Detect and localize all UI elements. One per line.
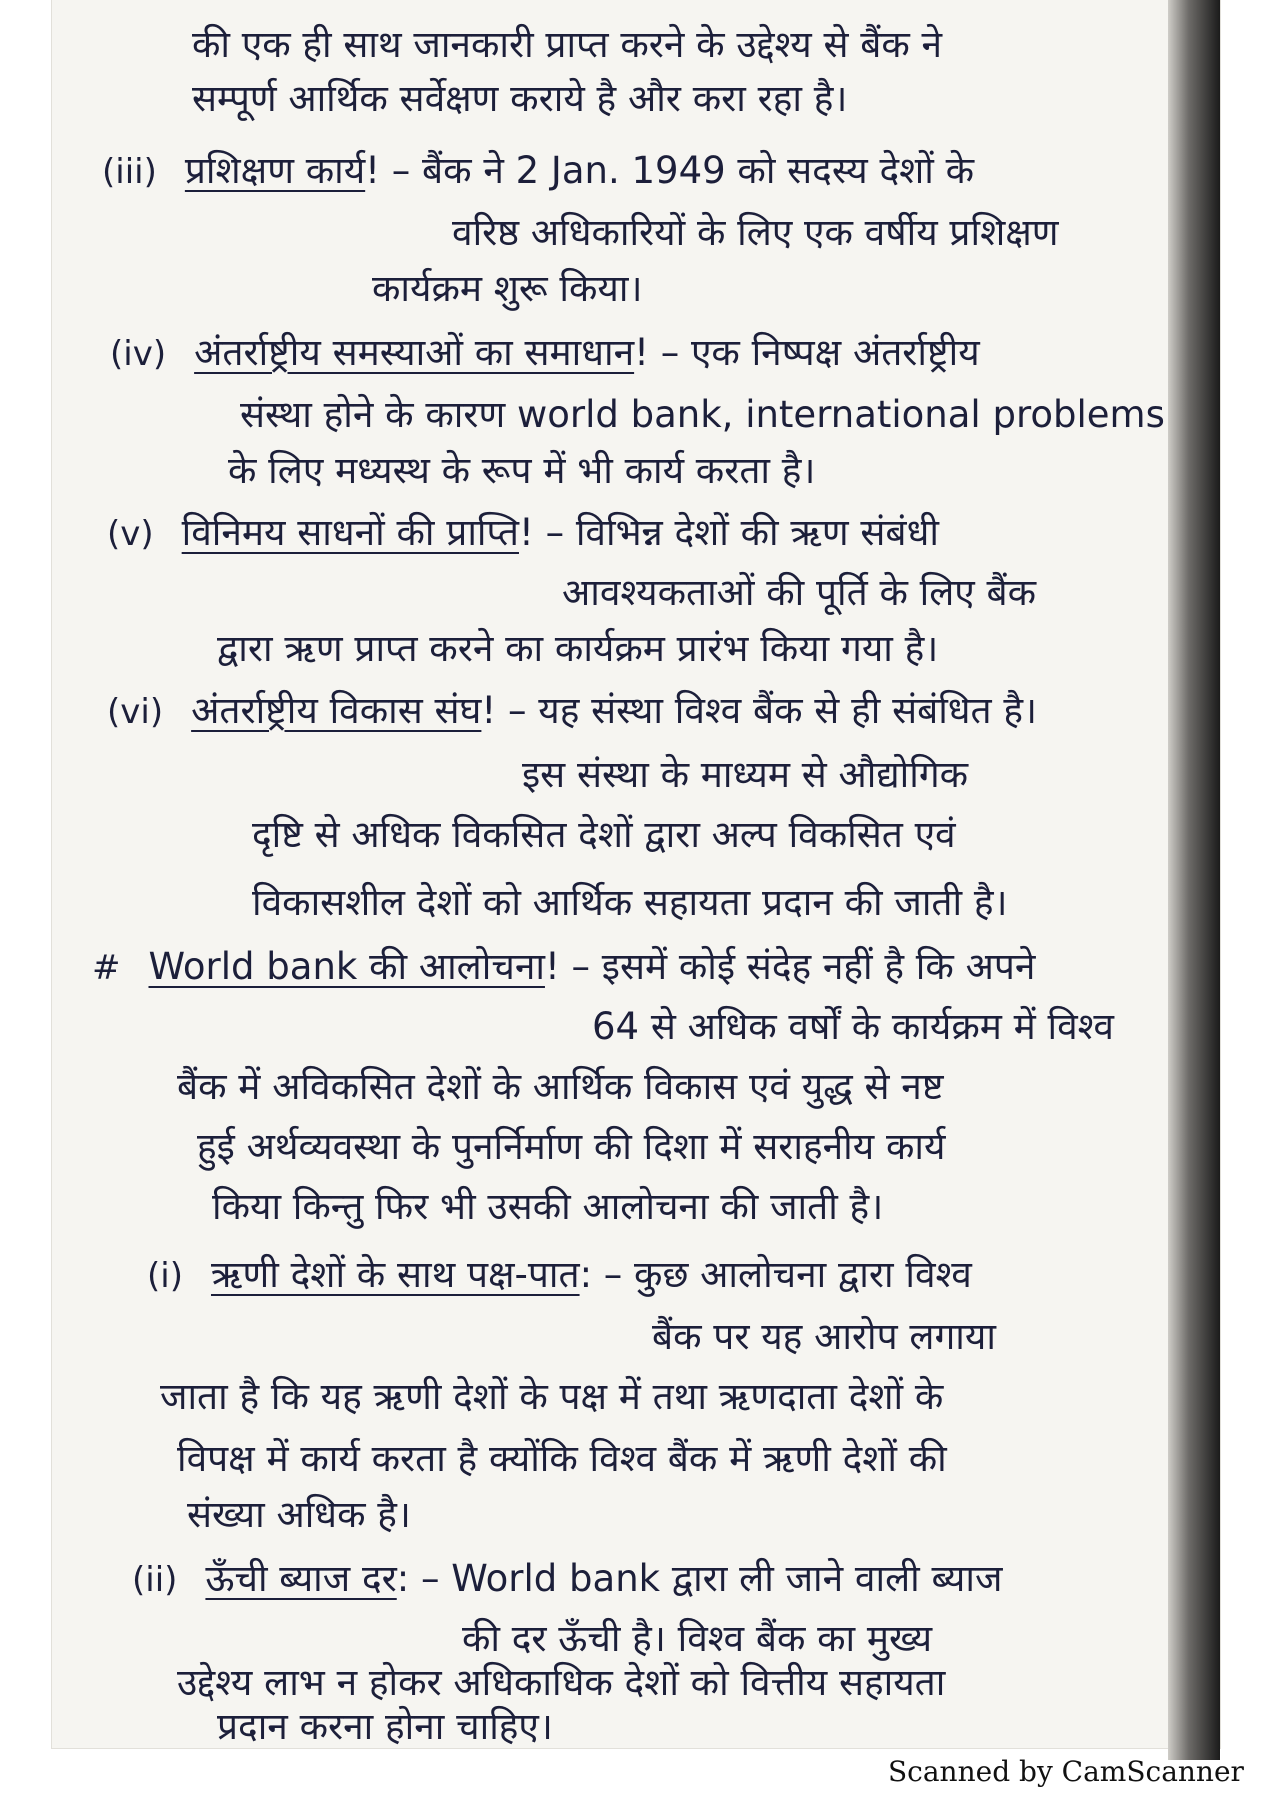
- heading-development-association: [107, 688, 1037, 735]
- text-line: कार्यक्रम शुरू किया।: [372, 267, 643, 310]
- text-line: बैंक में अविकसित देशों के आर्थिक विकास एवं युद्ध से नष्ट: [177, 1065, 944, 1108]
- text-line: सम्पूर्ण आर्थिक सर्वेक्षण कराये है और करा रहा है।: [192, 77, 848, 120]
- text-line: वरिष्ठ अधिकारियों के लिए एक वर्षीय प्रशिक्षण: [452, 211, 1059, 254]
- heading-title: अंतर्राष्ट्रीय समस्याओं का समाधान: [194, 331, 635, 374]
- text-line: किया किन्तु फिर भी उसकी आलोचना की जाती है।: [212, 1185, 884, 1228]
- text-line: विपक्ष में कार्य करता है क्योंकि विश्व बैंक में ऋणी देशों की: [177, 1437, 947, 1480]
- notebook-page: [52, 0, 1220, 1748]
- heading-text: : – कुछ आलोचना द्वारा विश्व: [579, 1253, 972, 1296]
- heading-title: World bank की आलोचना: [148, 945, 545, 988]
- heading-number: (iii): [102, 152, 157, 192]
- heading-debtor-bias: [147, 1252, 972, 1299]
- text-line: 64 से अधिक वर्षों के कार्यक्रम में विश्व: [592, 1005, 1114, 1048]
- scanner-credit: Scanned by CamScanner: [888, 1755, 1244, 1788]
- heading-text: ! – इसमें कोई संदेह नहीं है कि अपने: [544, 945, 1036, 988]
- heading-title: ऊँची ब्याज दर: [205, 1557, 397, 1600]
- text-line: हुई अर्थव्यवस्था के पुनर्निर्माण की दिशा में सराहनीय कार्य: [197, 1125, 946, 1168]
- text-line: की दर ऊँची है। विश्व बैंक का मुख्य: [462, 1617, 933, 1660]
- text-line: जाता है कि यह ऋणी देशों के पक्ष में तथा ऋणदाता देशों के: [160, 1375, 944, 1418]
- heading-number: (i): [147, 1256, 183, 1296]
- heading-text: ! – एक निष्पक्ष अंतर्राष्ट्रीय: [634, 331, 980, 374]
- heading-exchange-resources: [107, 510, 939, 557]
- text-line: संस्था होने के कारण world bank, international problems: [240, 393, 1165, 436]
- heading-high-interest-rate: [132, 1556, 1002, 1603]
- text-line: प्रदान करना होना चाहिए।: [217, 1705, 553, 1748]
- heading-number: (v): [107, 514, 154, 554]
- text-line: विकासशील देशों को आर्थिक सहायता प्रदान की जाती है।: [252, 881, 1008, 924]
- text-line: की एक ही साथ जानकारी प्राप्त करने के उद्देश्य से बैंक ने: [192, 23, 943, 66]
- heading-text: : – World bank द्वारा ली जाने वाली ब्याज: [396, 1557, 1003, 1600]
- heading-number: (iv): [110, 334, 167, 374]
- heading-title: ऋणी देशों के साथ पक्ष-पात: [210, 1253, 580, 1296]
- heading-training: [102, 148, 974, 195]
- text-line: उद्देश्य लाभ न होकर अधिकाधिक देशों को वित्तीय सहायता: [177, 1661, 946, 1704]
- notebook-binding-edge: [1168, 0, 1220, 1760]
- text-line: संख्या अधिक है।: [187, 1493, 411, 1536]
- text-line: द्वारा ऋण प्राप्त करने का कार्यक्रम प्रारंभ किया गया है।: [217, 627, 939, 670]
- heading-international-problems: [110, 330, 980, 377]
- heading-number: #: [92, 948, 121, 988]
- text-line: आवश्यकताओं की पूर्ति के लिए बैंक: [562, 571, 1037, 614]
- heading-text: ! – बैंक ने 2 Jan. 1949 को सदस्य देशों के: [365, 149, 975, 192]
- heading-text: ! – यह संस्था विश्व बैंक से ही संबंधित है।: [481, 689, 1038, 732]
- text-line: के लिए मध्यस्थ के रूप में भी कार्य करता है।: [228, 449, 816, 492]
- heading-title: विनिमय साधनों की प्राप्ति: [181, 511, 519, 554]
- heading-number: (vi): [107, 692, 164, 732]
- heading-world-bank-criticism: [92, 944, 1035, 991]
- text-line: बैंक पर यह आरोप लगाया: [652, 1315, 996, 1358]
- heading-title: प्रशिक्षण कार्य: [184, 149, 366, 192]
- text-line: दृष्टि से अधिक विकसित देशों द्वारा अल्प विकसित एवं: [252, 813, 956, 856]
- heading-title: अंतर्राष्ट्रीय विकास संघ: [191, 689, 482, 732]
- text-line: इस संस्था के माध्यम से औद्योगिक: [522, 753, 969, 796]
- heading-number: (ii): [132, 1560, 178, 1600]
- heading-text: ! – विभिन्न देशों की ऋण संबंधी: [518, 511, 939, 554]
